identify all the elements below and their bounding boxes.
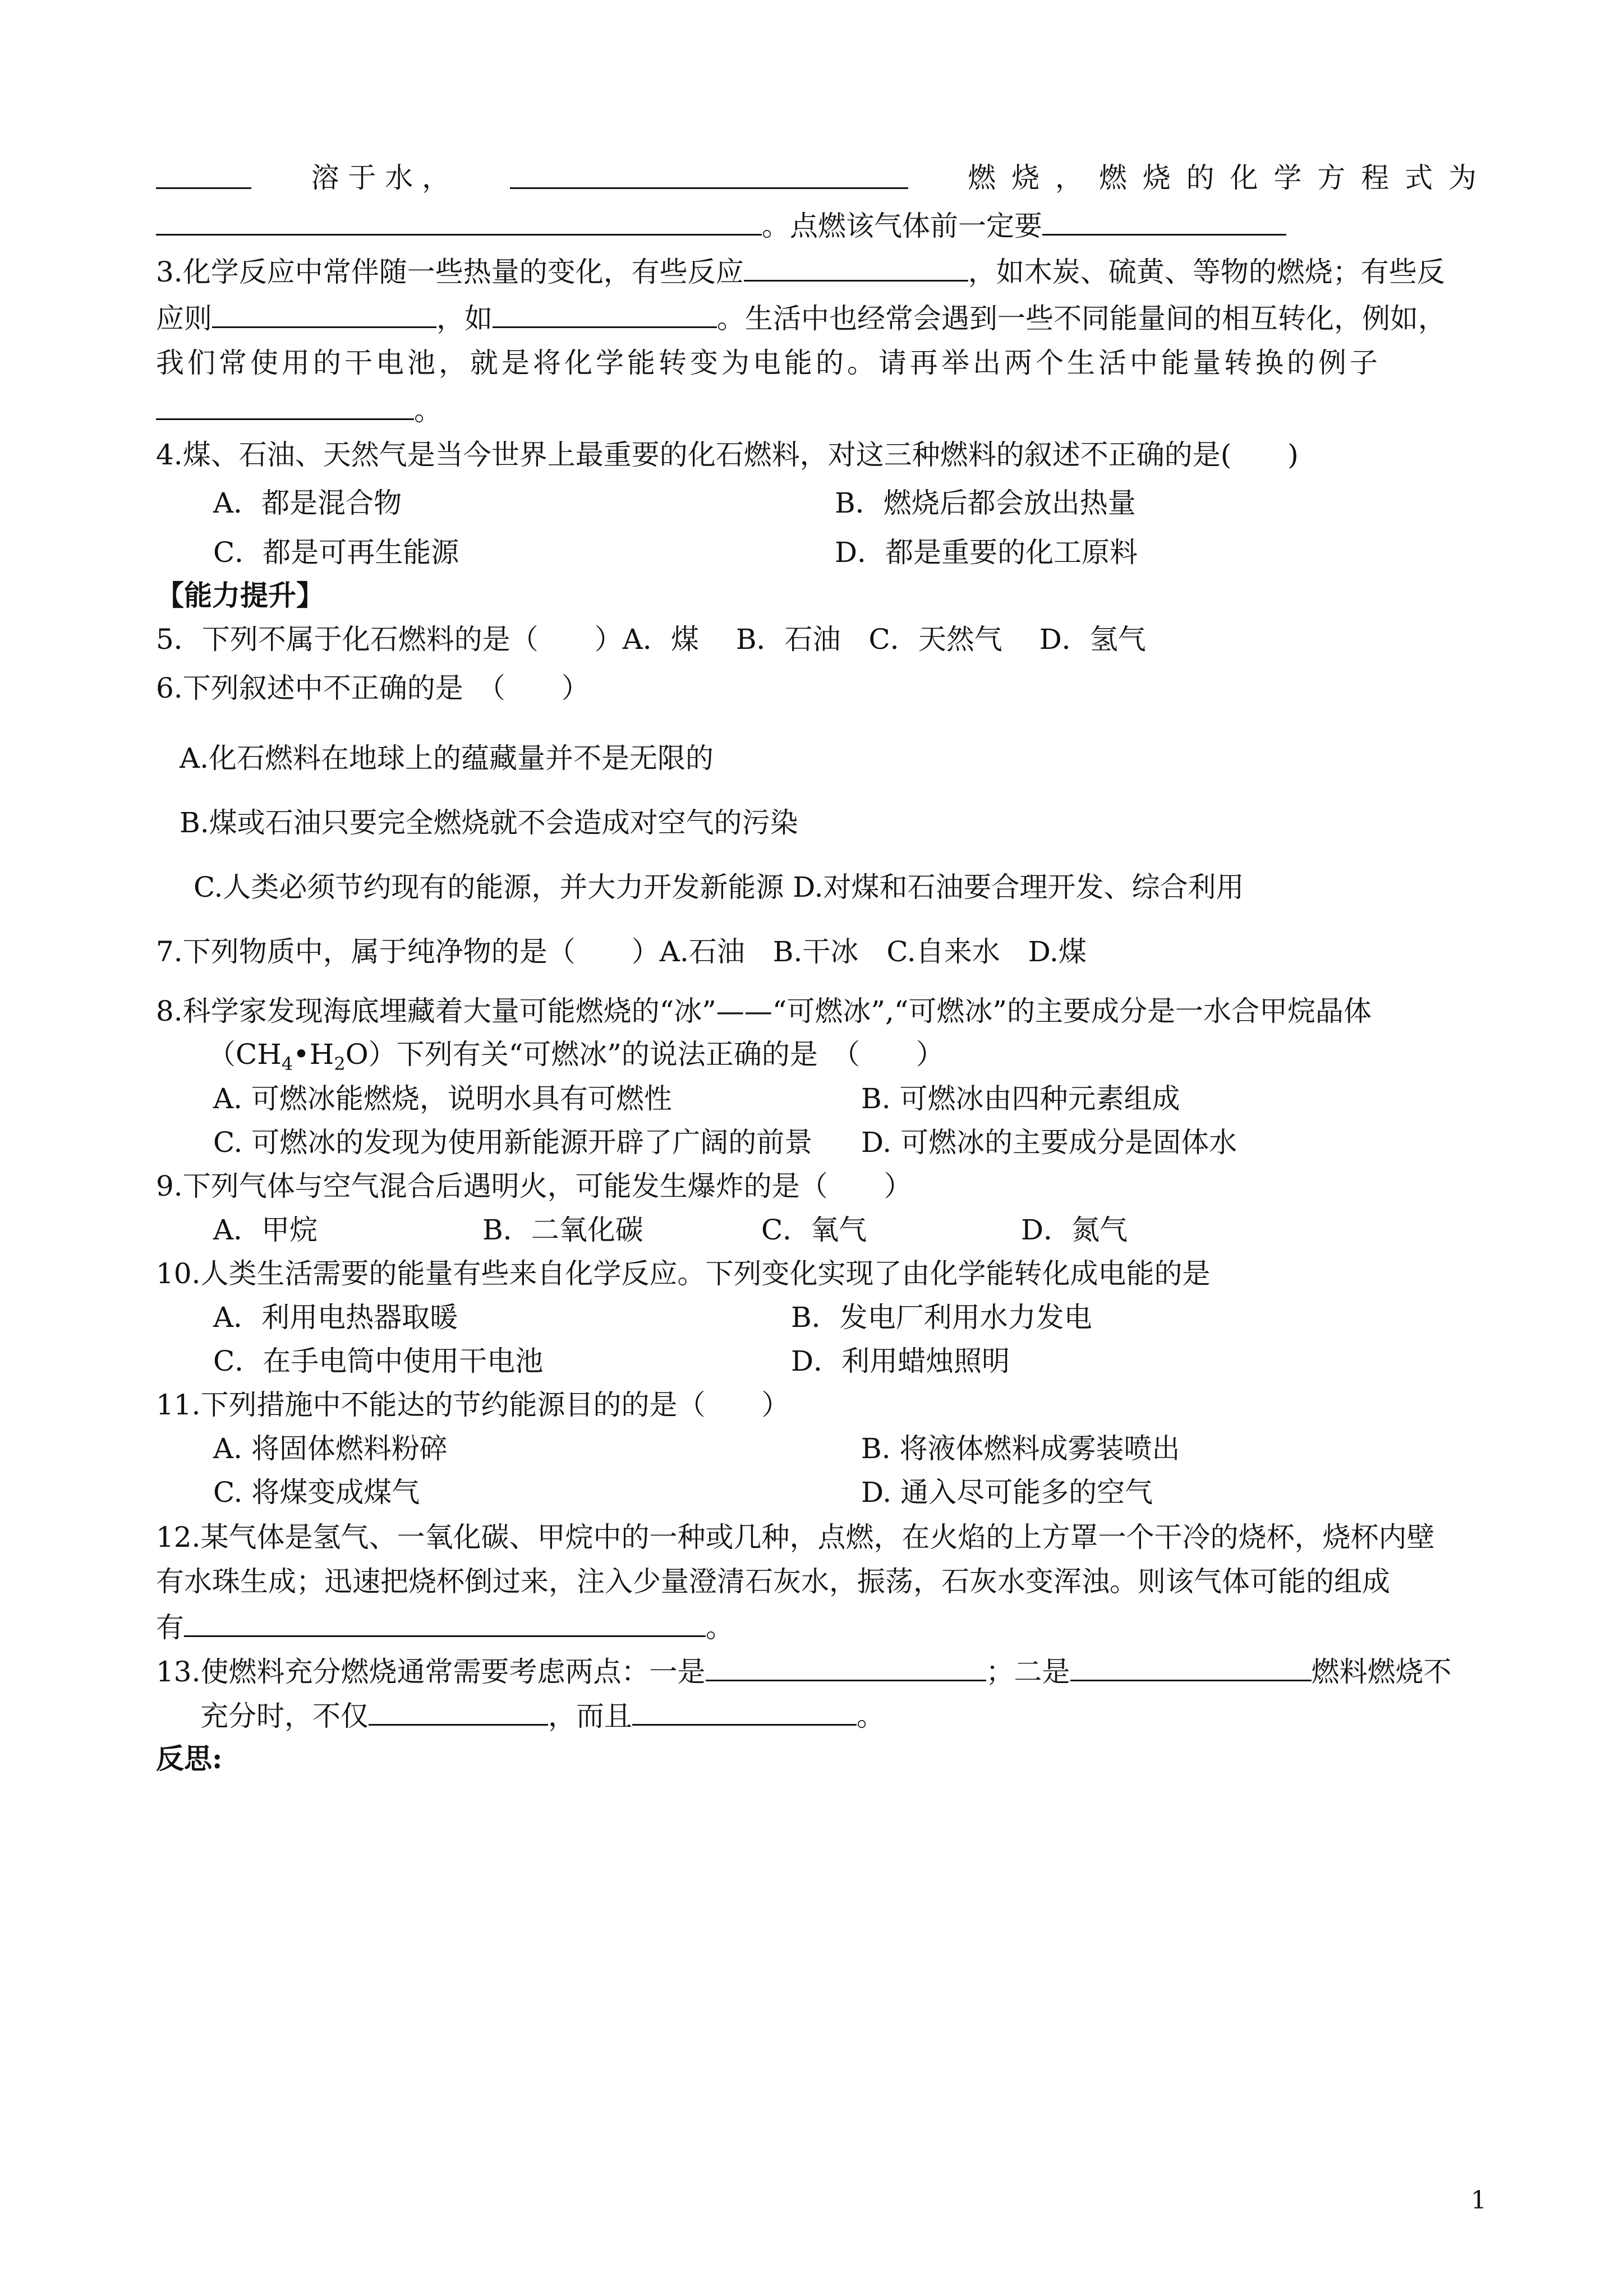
q2-line-2 [156,205,1480,246]
subscript: 4 [281,1053,293,1075]
answer-blank[interactable] [706,1650,986,1681]
answer-blank[interactable] [156,158,251,189]
q3-line-2 [156,297,1480,338]
q10-option-b: B．发电厂利用水力发电 [791,1301,1092,1334]
q12-text: 有 [156,1611,184,1644]
q6-option-a: A.化石燃料在地球上的蕴藏量并不是无限的 [180,742,714,774]
answer-blank[interactable] [212,297,436,328]
q3-text: 应则 [156,302,212,335]
q10-option-c: C．在手电筒中使用干电池 [213,1345,544,1377]
subscript: 2 [334,1053,346,1075]
answer-blank[interactable] [369,1695,548,1726]
q4-option-c: C．都是可再生能源 [213,536,459,569]
q11-option-c: C. 将煤变成煤气 [213,1476,420,1509]
answer-blank[interactable] [184,1606,706,1637]
q3-line-3 [156,343,1480,382]
q3-text: 3.化学反应中常伴随一些热量的变化，有些反应 [156,256,744,288]
q13-text: 。 [857,1700,885,1732]
answer-blank[interactable] [1070,1650,1312,1681]
q4-option-b: B．燃烧后都会放出热量 [835,487,1136,519]
q12-line-1: 12.某气体是氢气、一氧化碳、甲烷中的一种或几种，点燃，在火焰的上方罩一个干冷的烧杯，烧杯内壁 [156,1521,1435,1553]
answer-blank[interactable] [493,297,717,328]
q12-line-2: 有水珠生成；迅速把烧杯倒过来，注入少量澄清石灰水，振荡，石灰水变浑浊。则该气体可能的组成 [156,1565,1390,1598]
q2-text: 。点燃该气体前一定要 [762,210,1042,242]
q13-text: 充分时，不仅 [200,1700,369,1732]
answer-blank[interactable] [744,251,968,282]
q4-option-d: D．都是重要的化工原料 [835,536,1138,569]
q10-option-a: A．利用电热器取暖 [213,1301,458,1334]
q11-stem: 11.下列措施中不能达的节约能源目的的是（ ） [156,1389,790,1421]
page-number: 1 [1471,2186,1487,2215]
q10-stem: 10.人类生活需要的能量有些来自化学反应。下列变化实现了由化学能转化成电能的是 [156,1257,1211,1290]
answer-blank[interactable] [632,1695,857,1726]
q8-option-d: D. 可燃冰的主要成分是固体水 [861,1126,1237,1159]
q3-text: ，如 [436,302,493,335]
q8-text: •H [293,1038,334,1071]
reflection-label: 反思: [156,1742,223,1775]
answer-blank[interactable] [156,205,762,236]
q12-line-3 [156,1606,1480,1647]
q6-stem: 6.下列叙述中不正确的是 （ ） [156,672,590,704]
q4-option-a: A．都是混合物 [213,487,402,519]
q2-text: 溶 于 水 ， [311,162,450,194]
q11-option-d: D. 通入尽可能多的空气 [861,1476,1153,1509]
q9-option-c: C．氧气 [761,1214,867,1246]
q9-stem: 9.下列气体与空气混合后遇明火，可能发生爆炸的是（ ） [156,1170,912,1202]
section-title: 【能力提升】 [156,579,324,612]
q3-text: 我们常使用的干电池，就是将化学能转变为电能的。请再举出两个生活中能量转换的例子 [156,347,1381,379]
q8-text: O）下列有关“可燃冰”的说法正确的是 （ ） [345,1038,944,1071]
q5: 5．下列不属于化石燃料的是（ ）A．煤 B．石油 C．天然气 D．氢气 [156,623,1146,656]
q13-text: 燃料燃烧不 [1311,1656,1452,1688]
q8-stem-1: 8.科学家发现海底埋藏着大量可能燃烧的“冰”——“可燃冰”,“可燃冰”的主要成分是一水合甲烷晶体 [156,995,1372,1027]
q9-option-a: A．甲烷 [213,1214,318,1246]
answer-blank[interactable] [156,389,414,420]
q13-text: ；二是 [986,1656,1070,1688]
q8-option-b: B. 可燃冰由四种元素组成 [861,1082,1180,1115]
q11-option-a: A. 将固体燃料粉碎 [213,1432,448,1465]
q3-line-4 [156,389,1480,430]
answer-blank[interactable] [1042,205,1286,236]
q8-option-c: C. 可燃冰的发现为使用新能源开辟了广阔的前景 [213,1126,813,1159]
q13-text: ，而且 [548,1700,632,1732]
q13-line-2 [200,1695,885,1736]
q2-text: 燃 烧 ， 燃 烧 的 化 学 方 程 式 为 [968,162,1480,194]
q8-stem-2 [208,1035,944,1084]
answer-blank[interactable] [510,158,908,189]
q4-stem: 4.煤、石油、天然气是当今世界上最重要的化石燃料，对这三种燃料的叙述不正确的是( ) [156,439,1299,471]
q8-text: （CH [208,1038,282,1071]
q3-text: 。生活中也经常会遇到一些不同能量间的相互转化，例如， [717,302,1446,335]
q9-option-b: B．二氧化碳 [482,1214,643,1246]
q13-line-1 [156,1650,1480,1691]
q12-text: 。 [706,1611,734,1644]
q13-text: 13.使燃料充分燃烧通常需要考虑两点：一是 [156,1656,706,1688]
q6-option-b: B.煤或石油只要完全燃烧就不会造成对空气的污染 [180,806,798,839]
q10-option-d: D．利用蜡烛照明 [791,1345,1010,1377]
q7: 7.下列物质中，属于纯净物的是（ ）A.石油 B.干冰 C.自来水 D.煤 [156,935,1087,968]
q3-text: 。 [414,394,442,427]
q11-option-b: B. 将液体燃料成雾装喷出 [861,1432,1180,1465]
q3-line-1 [156,251,1480,292]
q6-option-cd: C.人类必须节约现有的能源，并大力开发新能源 D.对煤和石油要合理开发、综合利用 [194,871,1244,903]
q3-text: ，如木炭、硫黄、等物的燃烧；有些反 [968,256,1445,288]
q8-option-a: A. 可燃冰能燃烧，说明水具有可燃性 [213,1082,672,1115]
q9-option-d: D．氮气 [1021,1214,1128,1246]
q2-line-1 [156,158,1480,199]
